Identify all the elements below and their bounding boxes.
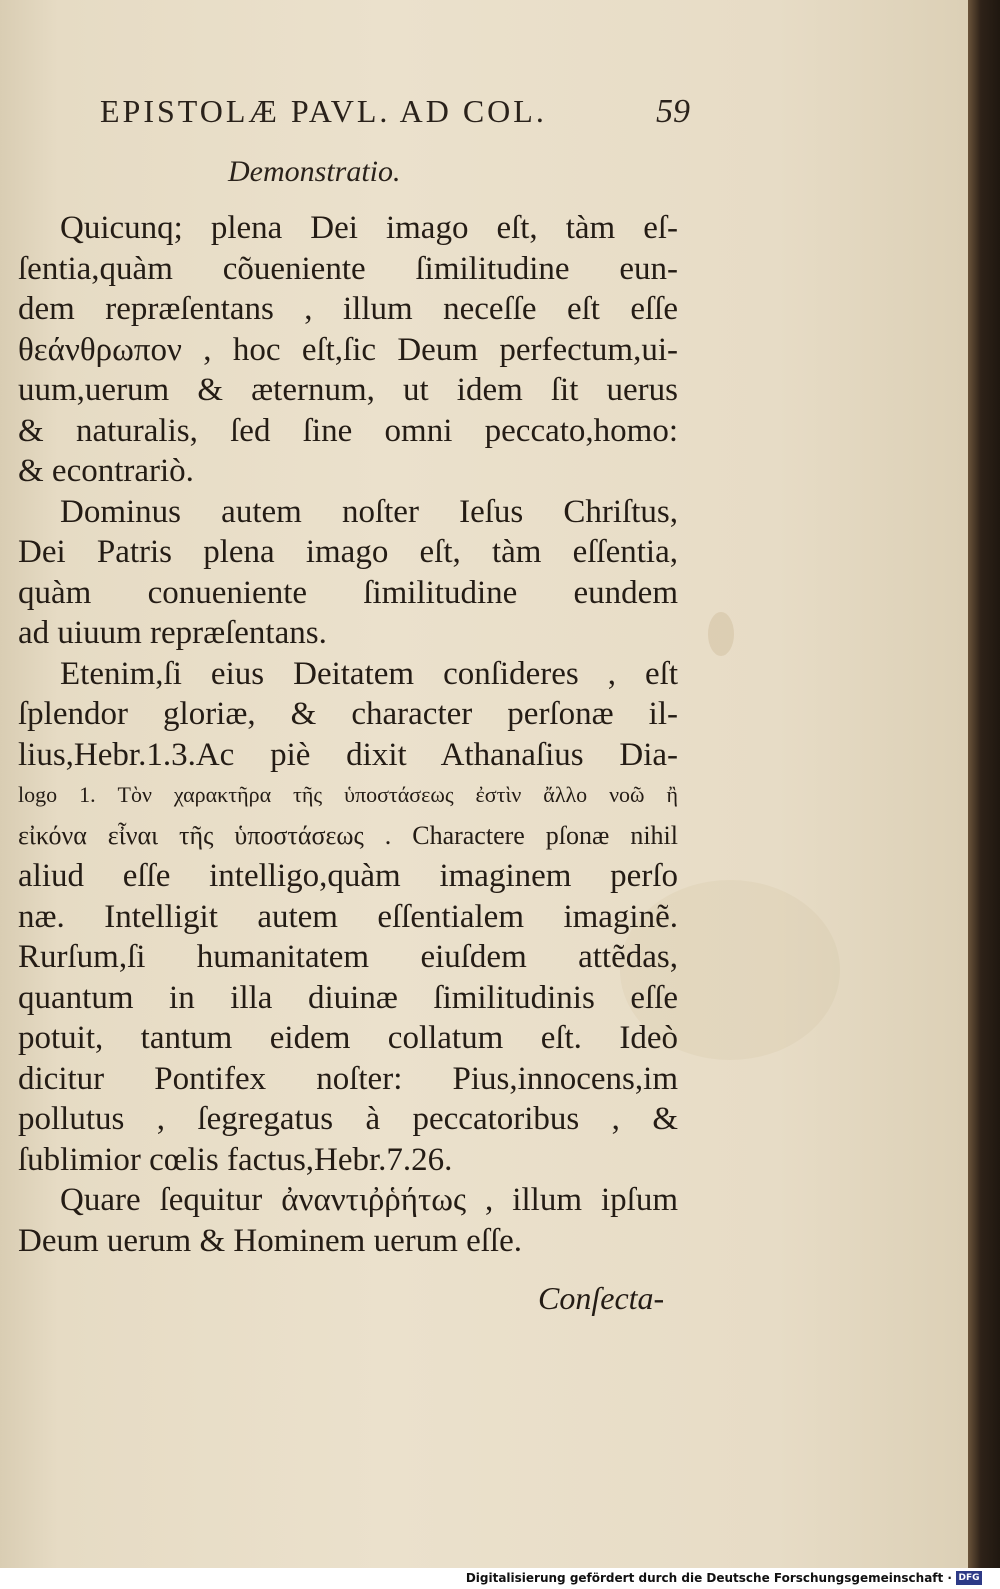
- text-line: potuit, tantum eidem collatum eſt. Ideò: [18, 1020, 678, 1056]
- catchword: Conſecta-: [538, 1280, 665, 1316]
- text-line: quantum in illa diuinæ ſimilitudinis eſſe: [18, 979, 678, 1016]
- text-line: Quicunq; plena Dei imago eſt, tàm eſ-: [60, 210, 678, 246]
- text-line: & naturalis, ſed ſine omni peccato,homo:: [18, 412, 678, 449]
- text-line: næ. Intelligit autem eſſentialem imaginẽ.: [18, 898, 678, 935]
- text-line: quàm conueniente ſimilitudine eundem: [18, 574, 678, 611]
- text-line: ſplendor gloriæ, & character perſonæ il-: [18, 696, 678, 732]
- page-header: [100, 93, 690, 143]
- text-line: Dominus autem noſter Ieſus Chriſtus,: [60, 493, 678, 530]
- text-line: Etenim,ſi eius Deitatem conſideres , eſt: [60, 655, 678, 692]
- section-title: Demonstratio.: [228, 155, 401, 188]
- text-line: ſublimior cœlis factus,Hebr.7.26.: [18, 1141, 453, 1178]
- text-line: Rurſum,ſi humanitatem eiuſdem attẽdas,: [18, 939, 678, 975]
- text-line: Deum uerum & Hominem uerum eſſe.: [18, 1222, 523, 1259]
- text-line: dem repræſentans , illum neceſſe eſt eſſe: [18, 291, 678, 327]
- dfg-logo[interactable]: DFG: [956, 1571, 982, 1585]
- text-line: dicitur Pontifex noſter: Pius,innocens,im: [18, 1060, 678, 1097]
- funding-notice: Digitalisierung gefördert durch die Deutsche Forschungsgemeinschaft ·: [465, 1571, 952, 1585]
- text-line: uum,uerum & æternum, ut idem ſit uerus: [18, 372, 678, 408]
- text-line: aliud eſſe intelligo,quàm imaginem perſo: [18, 858, 678, 894]
- text-line: pollutus , ſegregatus à peccatoribus , &: [18, 1101, 678, 1137]
- running-head: EPISTOLÆ PAVL. AD COL.: [100, 93, 547, 129]
- text-line: logo 1. Τὸν χαρακτῆρα τῆς ὑποστάσεως ἐστὶν ἄλλο νοῶ ἢ: [18, 782, 678, 807]
- text-line: ad uiuum repræſentans.: [18, 615, 327, 651]
- text-line: & econtrariò.: [18, 453, 194, 489]
- text-line: θεάνθρωπον , hoc eſt,ſic Deum perfectum,ui-: [18, 331, 678, 368]
- text-line: εἰκόνα εἶναι τῆς ὑποστάσεως . Charactere pſonæ nihil: [18, 820, 678, 850]
- text-line: Quare ſequitur ἀναντιῤῥήτως , illum ipſum: [60, 1182, 678, 1218]
- page-edge-shadow: [968, 0, 1000, 1568]
- paper-stain: [708, 612, 734, 656]
- text-line: lius,Hebr.1.3.Ac piè dixit Athanaſius Dia-: [18, 736, 678, 773]
- body-text: [18, 208, 678, 1261]
- text-line: Dei Patris plena imago eſt, tàm eſſentia,: [18, 534, 678, 570]
- text-line: ſentia,quàm cõueniente ſimilitudine eun-: [18, 250, 678, 287]
- page-number: 59: [656, 93, 690, 130]
- footer-bar: [0, 1568, 1000, 1589]
